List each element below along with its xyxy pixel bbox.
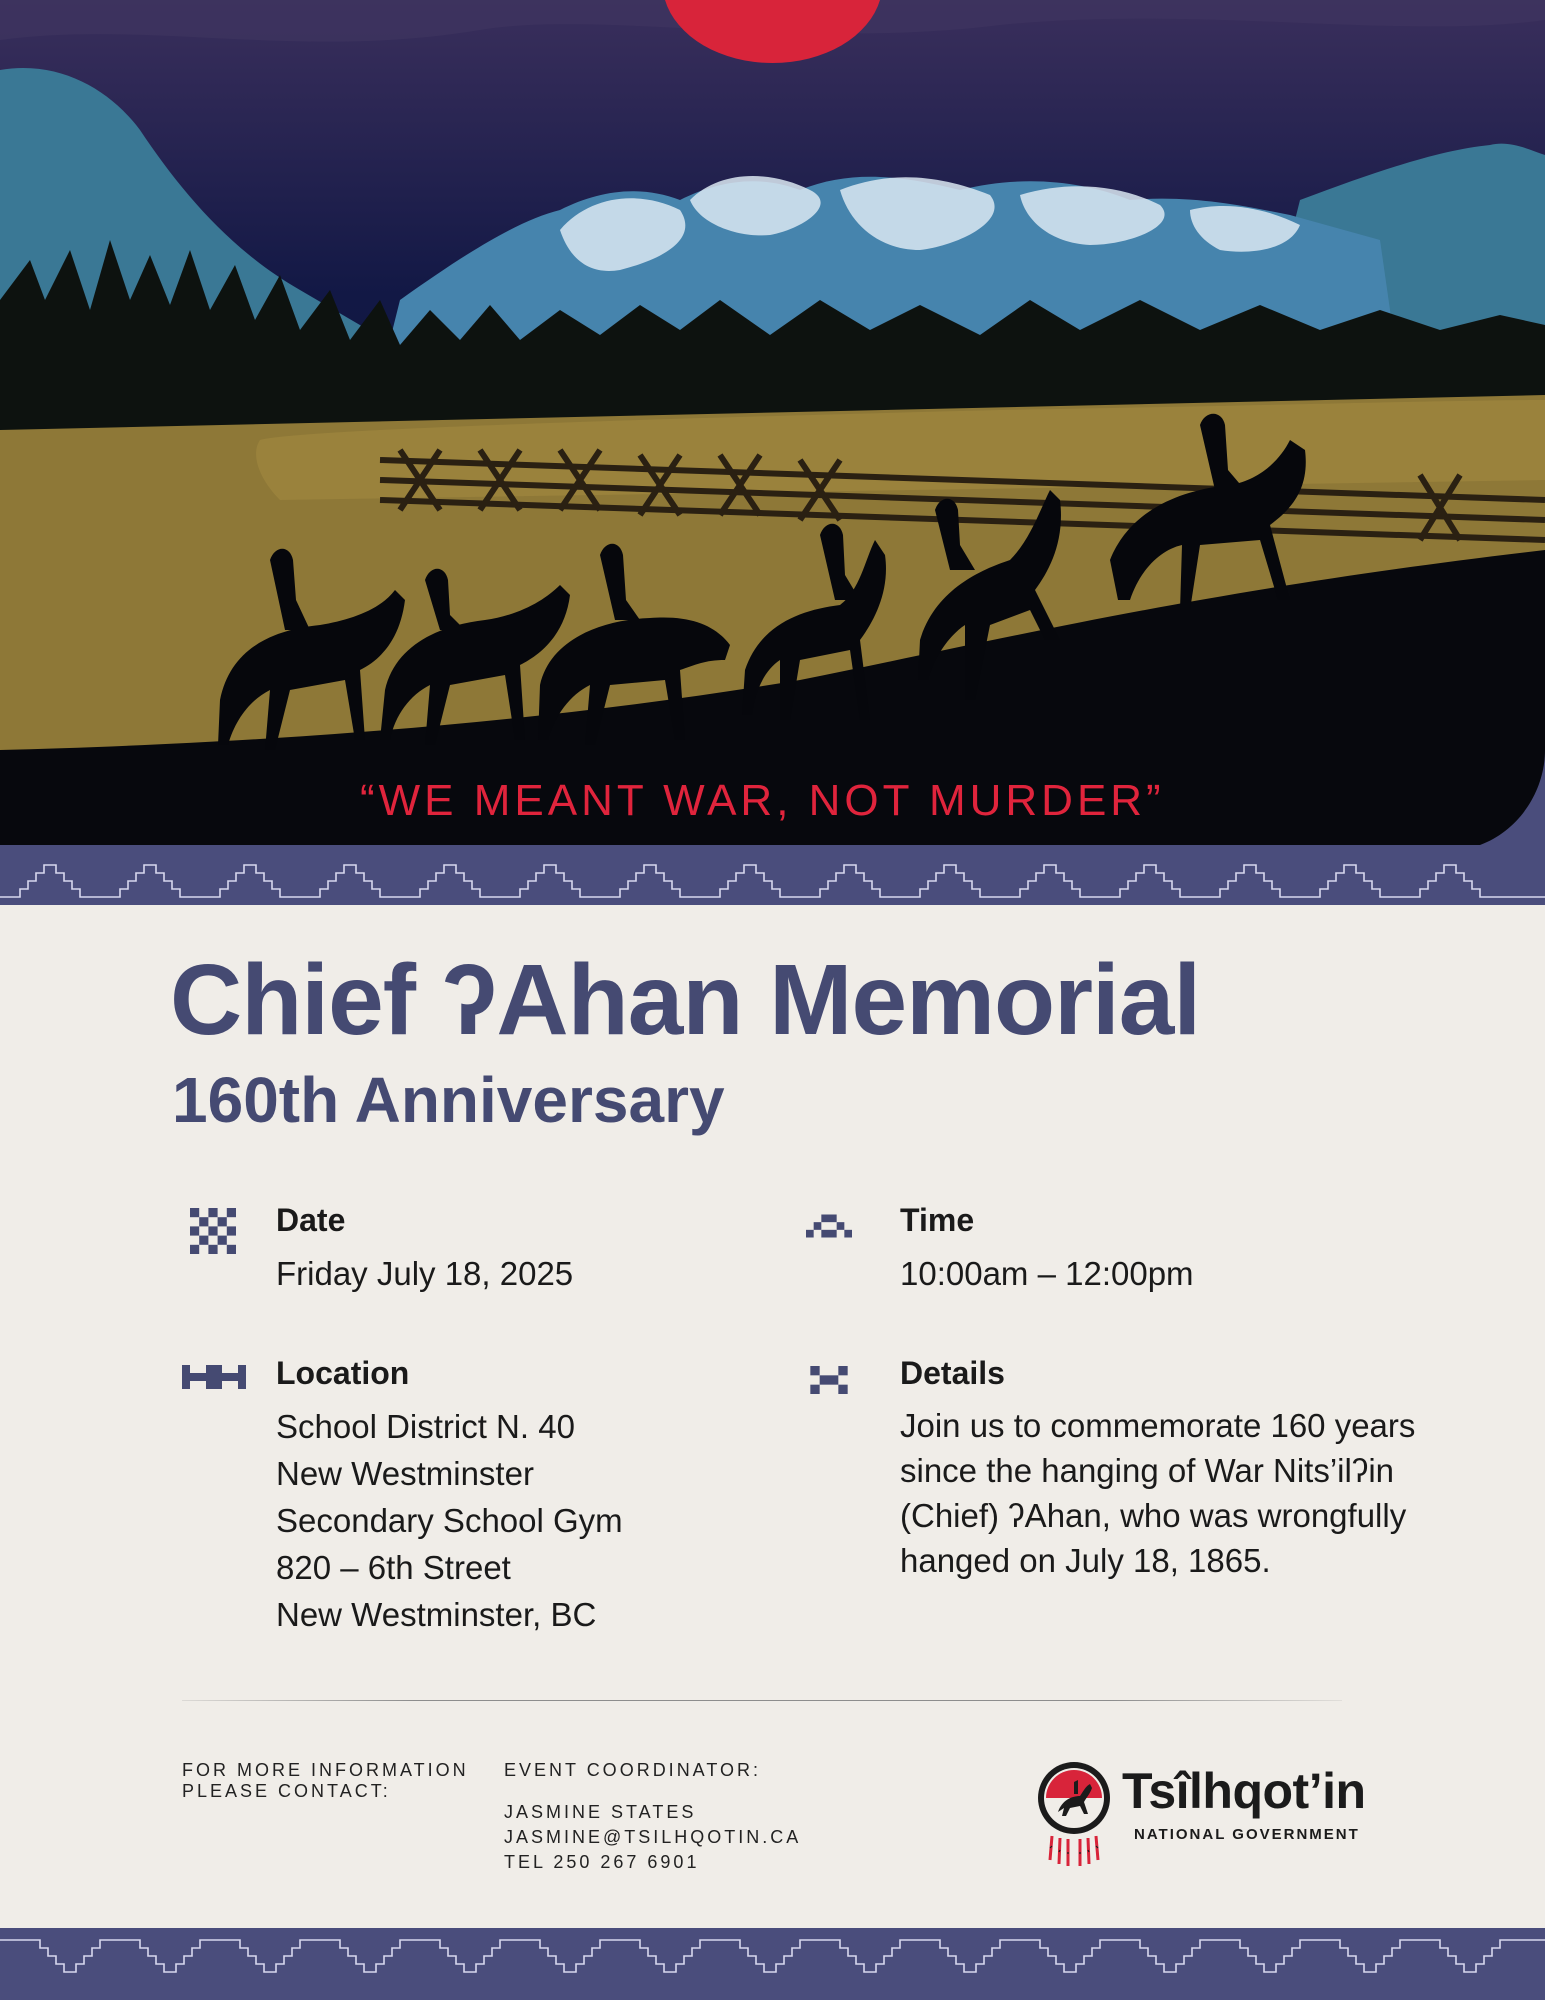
location-label: Location: [276, 1355, 410, 1391]
details-label: Details: [900, 1355, 1005, 1391]
coordinator-name: JASMINE STATES: [504, 1802, 697, 1822]
pattern-band-top: [0, 845, 1545, 905]
contact-prompt: FOR MORE INFORMATION PLEASE CONTACT:: [182, 1760, 469, 1801]
date-pattern-icon: [190, 1208, 236, 1254]
coordinator-email[interactable]: JASMINE@TSILHQOTIN.CA: [504, 1827, 802, 1847]
date-value: Friday July 18, 2025: [276, 1255, 574, 1292]
event-subtitle: 160th Anniversary: [172, 1064, 725, 1136]
location-line: New Westminster: [276, 1455, 534, 1492]
logo-emblem-icon: [1034, 1760, 1114, 1870]
details-value: Join us to commemorate 160 years since the hanging of War Nits’ilʔin (Chief) ʔAhan, who was wrongfully hanged on July 18, 1865.: [900, 1407, 1416, 1579]
hero-illustration: [0, 0, 1545, 845]
time-pattern-icon: [806, 1212, 852, 1240]
coordinator-heading: EVENT COORDINATOR:: [504, 1760, 762, 1780]
coordinator-phone[interactable]: TEL 250 267 6901: [504, 1852, 700, 1872]
time-block: [900, 1200, 1194, 1297]
date-label: Date: [276, 1202, 346, 1238]
event-title: Chief ʔAhan Memorial: [170, 944, 1201, 1056]
hero-quote: “WE MEANT WAR, NOT MURDER”: [360, 776, 1165, 825]
divider: [182, 1700, 1342, 1701]
location-value: [276, 1403, 623, 1638]
time-label: Time: [900, 1202, 975, 1238]
location-line: Secondary School Gym: [276, 1502, 623, 1539]
logo-name: Tsîlhqot’in: [1122, 1763, 1366, 1819]
location-line: School District N. 40: [276, 1408, 575, 1445]
location-line: New Westminster, BC: [276, 1596, 597, 1633]
location-line: 820 – 6th Street: [276, 1549, 511, 1586]
pattern-band-bottom: [0, 1928, 1545, 2000]
details-pattern-icon: [810, 1366, 848, 1394]
location-block: [276, 1353, 623, 1638]
details-block: [900, 1353, 1420, 1583]
coordinator-details: [504, 1800, 801, 1875]
time-value: 10:00am – 12:00pm: [900, 1255, 1194, 1292]
logo-subtitle: NATIONAL GOVERNMENT: [1134, 1826, 1360, 1843]
tsilhqotin-logo: [1034, 1760, 1374, 1870]
date-block: [276, 1200, 573, 1297]
location-pattern-icon: [182, 1365, 246, 1389]
